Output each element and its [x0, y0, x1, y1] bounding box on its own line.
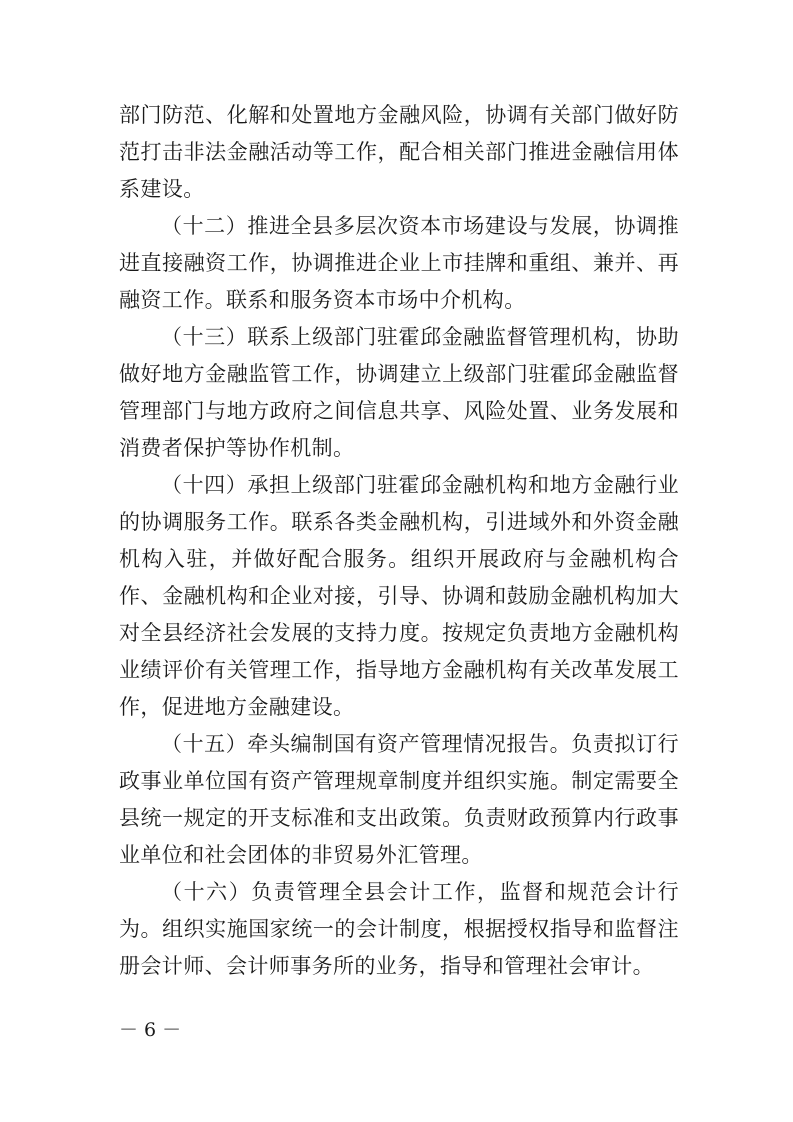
paragraph-item-14: （十四）承担上级部门驻霍邱金融机构和地方金融行业的协调服务工作。联系各类金融机构，引进域外和外资金融机构入驻，并做好配合服务。组织开展政府与金融机构合作、金融机构和企业对接，引导、协调和鼓励金融机构加大对全县经济社会发展的支持力度。按规定负责地方金融机构业绩评价有关管理工作，指导地方金融机构有关改革发展工作，促进地方金融建设。 — [119, 473, 679, 719]
paragraph-item-16: （十六）负责管理全县会计工作，监督和规范会计行为。组织实施国家统一的会计制度，根据授权指导和监督注册会计师、会计师事务所的业务，指导和管理社会审计。 — [119, 880, 679, 978]
document-body — [119, 97, 679, 985]
paragraph-item-15: （十五）牵头编制国有资产管理情况报告。负责拟订行政事业单位国有资产管理规章制度并组织实施。制定需要全县统一规定的开支标准和支出政策。负责财政预算内行政事业单位和社会团体的非贸易外汇管理。 — [119, 732, 679, 867]
paragraph-continuation: 部门防范、化解和处置地方金融风险，协调有关部门做好防范打击非法金融活动等工作，配合相关部门推进金融信用体系建设。 — [119, 103, 679, 201]
paragraph-item-12: （十二）推进全县多层次资本市场建设与发展，协调推进直接融资工作，协调推进企业上市挂牌和重组、兼并、再融资工作。联系和服务资本市场中介机构。 — [119, 214, 679, 312]
page-number: － 6 － — [119, 1019, 182, 1041]
paragraph-item-13: （十三）联系上级部门驻霍邱金融监督管理机构，协助做好地方金融监管工作，协调建立上级部门驻霍邱金融监督管理部门与地方政府之间信息共享、风险处置、业务发展和消费者保护等协作机制。 — [119, 325, 679, 460]
